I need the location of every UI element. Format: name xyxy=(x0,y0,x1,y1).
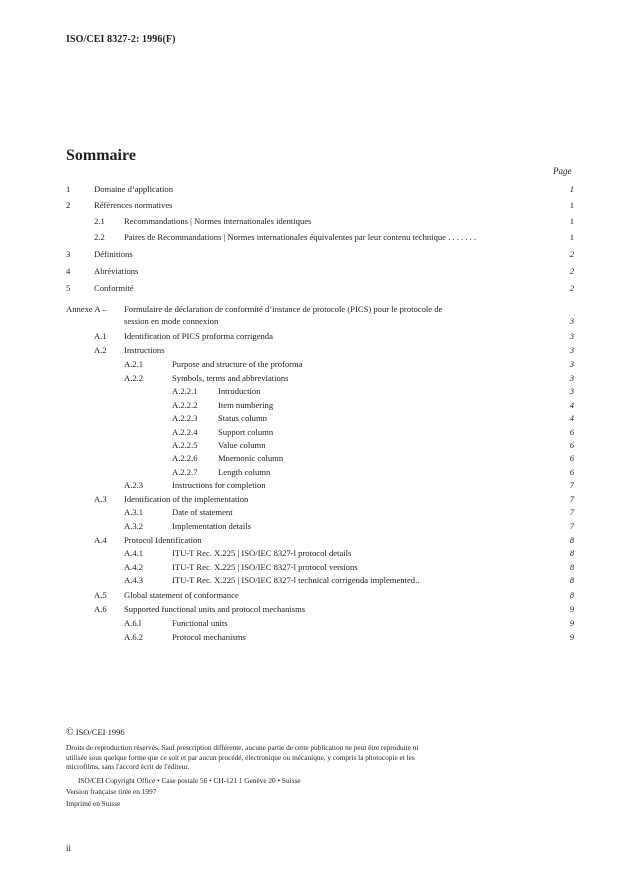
toc-entry[interactable] xyxy=(0,358,626,371)
toc-entry-number: 3 xyxy=(66,249,71,259)
toc-entry-title xyxy=(172,520,528,533)
copyright-line xyxy=(66,727,125,738)
toc-entry-title xyxy=(124,231,548,244)
toc-entry-title xyxy=(172,358,528,371)
toc-entry[interactable] xyxy=(0,603,626,616)
toc-entry-number: 2.2 xyxy=(94,232,105,242)
toc-entry-number: A.4.2 xyxy=(124,562,144,572)
toc-entry-title-text: Length column xyxy=(218,467,271,477)
toc-entry-number: A.2.2.5 xyxy=(172,440,198,450)
toc-entry-title-text: Date of statement xyxy=(172,507,233,517)
copyright-icon: © xyxy=(66,727,74,738)
toc-entry-title-text: Supported functional units and protocol mechanisms xyxy=(124,604,306,614)
toc-entry-number: A.6 xyxy=(94,604,107,614)
toc-entry-title-text: Références normatives xyxy=(94,200,173,210)
toc-entry-title-text: Implementation details xyxy=(172,521,251,531)
toc-entry[interactable] xyxy=(0,534,626,547)
toc-entry-number: A.6.l xyxy=(124,618,142,628)
toc-entry-title xyxy=(218,399,528,412)
toc-entry-page: 2 xyxy=(569,266,574,276)
toc-entry-title-text: Instructions xyxy=(124,345,165,355)
toc-entry-page: 6 xyxy=(569,427,574,437)
toc-entry-page: 9 xyxy=(569,618,574,628)
toc-entry[interactable] xyxy=(0,561,626,574)
printed-note: Imprimé en Suisse xyxy=(66,799,121,808)
toc-entry-page: 6 xyxy=(569,453,574,463)
toc-entry[interactable] xyxy=(0,493,626,506)
toc-entry-title xyxy=(172,506,524,519)
toc-entry[interactable] xyxy=(0,344,626,357)
leader-dots xyxy=(124,353,520,354)
toc-entry-page: 1 xyxy=(569,184,574,194)
toc-entry[interactable] xyxy=(0,315,626,328)
toc-entry-title-text: Protocol mechanisms xyxy=(172,632,246,642)
toc-entry-number: A.2 xyxy=(94,345,107,355)
toc-entry-title-text: Recommandations | Normes internationales identiques xyxy=(124,216,312,226)
toc-entry-title xyxy=(172,547,528,560)
toc-entry-title-text: Identification of the implementation xyxy=(124,494,249,504)
toc-entry-title-text: Global statement of conformance xyxy=(124,590,239,600)
toc-entry-title xyxy=(94,183,528,196)
toc-entry-number: A.4.1 xyxy=(124,548,144,558)
toc-entry-page: 9 xyxy=(569,632,574,642)
toc-entry[interactable] xyxy=(0,466,626,479)
toc-entry[interactable] xyxy=(0,372,626,385)
toc-entry-title xyxy=(218,385,528,398)
toc-entry-page: 3 xyxy=(569,316,574,326)
toc-entry[interactable] xyxy=(0,265,626,278)
toc-entry-page: 3 xyxy=(569,331,574,341)
toc-entry-number: A.6.2 xyxy=(124,632,144,642)
toc-entry[interactable] xyxy=(0,426,626,439)
toc-entry[interactable] xyxy=(0,412,626,425)
toc-entry-page: 2 xyxy=(569,249,574,259)
toc-entry-page: 3 xyxy=(569,373,574,383)
toc-entry-number: A.2.2.4 xyxy=(172,427,198,437)
page-title: Sommaire xyxy=(66,147,136,164)
leader-dots xyxy=(94,274,552,275)
toc-entry[interactable] xyxy=(0,589,626,602)
toc-entry-page: 7 xyxy=(569,494,574,504)
toc-entry-page: 1 xyxy=(569,232,574,242)
toc-entry-title-text: Conformité xyxy=(94,283,134,293)
toc-entry-title-text: Purpose and structure of the proforma xyxy=(172,359,303,369)
copyright-year: 1996 xyxy=(107,727,125,737)
toc-entry-title-text: ITU-T Rec. X.225 | ISO/IEC 8327-l protocol details xyxy=(172,548,352,558)
toc-entry-title-text: Définitions xyxy=(94,249,133,259)
toc-entry[interactable] xyxy=(0,439,626,452)
toc-entry-number: A.5 xyxy=(94,590,107,600)
toc-entry[interactable] xyxy=(0,330,626,343)
toc-entry[interactable] xyxy=(0,248,626,261)
toc-entry[interactable] xyxy=(0,506,626,519)
toc-entry[interactable] xyxy=(0,617,626,630)
leader-dots xyxy=(94,257,552,258)
page-number: ii xyxy=(66,843,72,853)
toc-entry-title-text: Introduction xyxy=(218,386,261,396)
page-column-label: Page xyxy=(553,166,572,176)
toc-entry-title xyxy=(218,452,528,465)
leader-dots xyxy=(94,291,552,292)
toc-entry[interactable] xyxy=(0,631,626,644)
toc-entry-title-text: Formulaire de déclaration de conformité d’instance de protocole (PICS) pour le protocole de xyxy=(124,304,443,314)
toc-entry-title xyxy=(218,426,528,439)
toc-entry-title xyxy=(218,439,528,452)
document-code: ISO/CEI 8327-2: 1996(F) xyxy=(66,34,176,45)
toc-entry-number: A.2.2.7 xyxy=(172,467,198,477)
toc-entry-page: 3 xyxy=(569,386,574,396)
toc-entry-title-text: Abréviations xyxy=(94,266,139,276)
toc-entry-title-text: Instructions for completion xyxy=(172,480,266,490)
toc-entry-number: 4 xyxy=(66,266,71,276)
toc-entry-page: 6 xyxy=(569,467,574,477)
toc-entry-page: 1 xyxy=(569,216,574,226)
toc-entry-page: 8 xyxy=(569,590,574,600)
toc-entry-page: 8 xyxy=(569,548,574,558)
toc-entry-title xyxy=(124,315,524,328)
toc-entry-title xyxy=(124,603,528,616)
toc-entry-title xyxy=(94,248,552,261)
toc-entry-title-text: Functional units xyxy=(172,618,228,628)
toc-entry-page: 7 xyxy=(569,480,574,490)
toc-entry-number: 2.1 xyxy=(94,216,105,226)
toc-entry-title xyxy=(124,344,520,357)
toc-entry-title xyxy=(218,466,528,479)
toc-entry-title xyxy=(94,282,552,295)
toc-entry[interactable] xyxy=(0,199,626,212)
toc-entry-title-text: session en mode connexion xyxy=(124,316,219,326)
toc-entry[interactable] xyxy=(0,547,626,560)
toc-entry-page: 4 xyxy=(569,400,574,410)
toc-entry-number: A.2.2.6 xyxy=(172,453,198,463)
toc-entry-page: 9 xyxy=(569,604,574,614)
toc-entry-title-text: Value column xyxy=(218,440,266,450)
toc-entry-title xyxy=(172,561,528,574)
toc-entry[interactable] xyxy=(0,520,626,533)
toc-entry-title-text: Support column xyxy=(218,427,274,437)
version-note: Version française tirée en 1997 xyxy=(66,787,157,796)
toc-entry-number: 1 xyxy=(66,184,71,194)
toc-entry-title xyxy=(172,479,528,492)
toc-entry-number: A.3.1 xyxy=(124,507,144,517)
toc-entry-title xyxy=(172,631,524,644)
copyright-office: ISO/CEI Copyright Office • Case postale 56 • CH-121 1 Genève 20 • Suisse xyxy=(78,776,301,785)
toc-entry-number: A.4.3 xyxy=(124,575,144,585)
toc-entry-page: 8 xyxy=(569,562,574,572)
toc-entry-number: A.2.3 xyxy=(124,480,144,490)
toc-entry[interactable] xyxy=(0,479,626,492)
toc-entry-title xyxy=(124,534,520,547)
toc-entry-title-text: Status column xyxy=(218,413,267,423)
toc-entry-number: A.3.2 xyxy=(124,521,144,531)
toc-entry-page: 3 xyxy=(569,359,574,369)
toc-entry-title-text: Mnemonic column xyxy=(218,453,284,463)
toc-entry[interactable] xyxy=(0,399,626,412)
toc-entry-title xyxy=(172,372,528,385)
toc-entry-page: 4 xyxy=(569,413,574,423)
toc-entry-title-text: Item numbering xyxy=(218,400,274,410)
toc-entry-title xyxy=(218,412,528,425)
toc-entry-page: 8 xyxy=(569,575,574,585)
toc-entry-title-text: ITU-T Rec. X.225 | ISO/IEC 8327-l protocol versions xyxy=(172,562,358,572)
toc-entry[interactable] xyxy=(0,183,626,196)
toc-entry-page: 2 xyxy=(569,283,574,293)
toc-entry-number: A.3 xyxy=(94,494,107,504)
toc-entry-title xyxy=(94,199,522,212)
toc-entry-title xyxy=(172,574,538,587)
toc-entry-title xyxy=(124,330,530,343)
toc-entry[interactable] xyxy=(0,385,626,398)
toc-entry-number: A.2.2.2 xyxy=(172,400,198,410)
toc-entry-title xyxy=(124,589,528,602)
toc-entry[interactable] xyxy=(0,574,626,587)
toc-entry[interactable] xyxy=(0,231,626,244)
toc-entry-title-text: Paires de Recommandations | Normes internationales équivalentes par leur contenu technique . . . . . . . xyxy=(124,232,477,242)
toc-entry-number: A.2.2 xyxy=(124,373,144,383)
toc-entry-title xyxy=(124,493,528,506)
toc-entry-number: A.1 xyxy=(94,331,107,341)
toc-entry[interactable] xyxy=(0,215,626,228)
toc-entry[interactable] xyxy=(0,452,626,465)
copyright-org: ISO/CEI xyxy=(75,727,106,737)
toc-entry-title xyxy=(172,617,524,630)
toc-entry-title-text: Domaine d’application xyxy=(94,184,173,194)
toc-entry-number: Annexe A – xyxy=(66,304,107,314)
toc-entry-title-text: Protocol Identification xyxy=(124,535,202,545)
toc-entry-title xyxy=(124,215,548,228)
toc-entry-number: 2 xyxy=(66,200,71,210)
toc-entry-number: A.2.2.1 xyxy=(172,386,198,396)
toc-entry-title-text: ITU-T Rec. X.225 | ISO/IEC 8327-l technical corrigenda implemented.. xyxy=(172,575,420,585)
toc-entry-page: 8 xyxy=(569,535,574,545)
toc-entry[interactable] xyxy=(0,282,626,295)
toc-entry-page: 3 xyxy=(569,345,574,355)
toc-entry-page: 7 xyxy=(569,521,574,531)
rights-statement: Droits de reproduction réservés. Sauf prescription différente, aucune partie de cette publication ne peut être reproduite ni utilisée sous quelque forme que ce soit et par aucun procédé, électronique ou mécanique, y compris la photocopie et les microfilms, sans l'accord écrit de l'éditeur. xyxy=(66,743,419,771)
toc-entry-title-text: Identification of PICS proforma corrigenda xyxy=(124,331,273,341)
toc-entry-page: 7 xyxy=(569,507,574,517)
toc-entry-number: A.2.1 xyxy=(124,359,144,369)
toc-entry-number: A.4 xyxy=(94,535,107,545)
toc-entry-number: 5 xyxy=(66,283,71,293)
toc-entry-page: 1 xyxy=(569,200,574,210)
toc-entry-title-text: Symbols, terms and abbreviations xyxy=(172,373,289,383)
toc-entry-number: A.2.2.3 xyxy=(172,413,198,423)
toc-entry-title xyxy=(94,265,552,278)
leader-dots xyxy=(218,394,528,395)
toc-entry-page: 6 xyxy=(569,440,574,450)
